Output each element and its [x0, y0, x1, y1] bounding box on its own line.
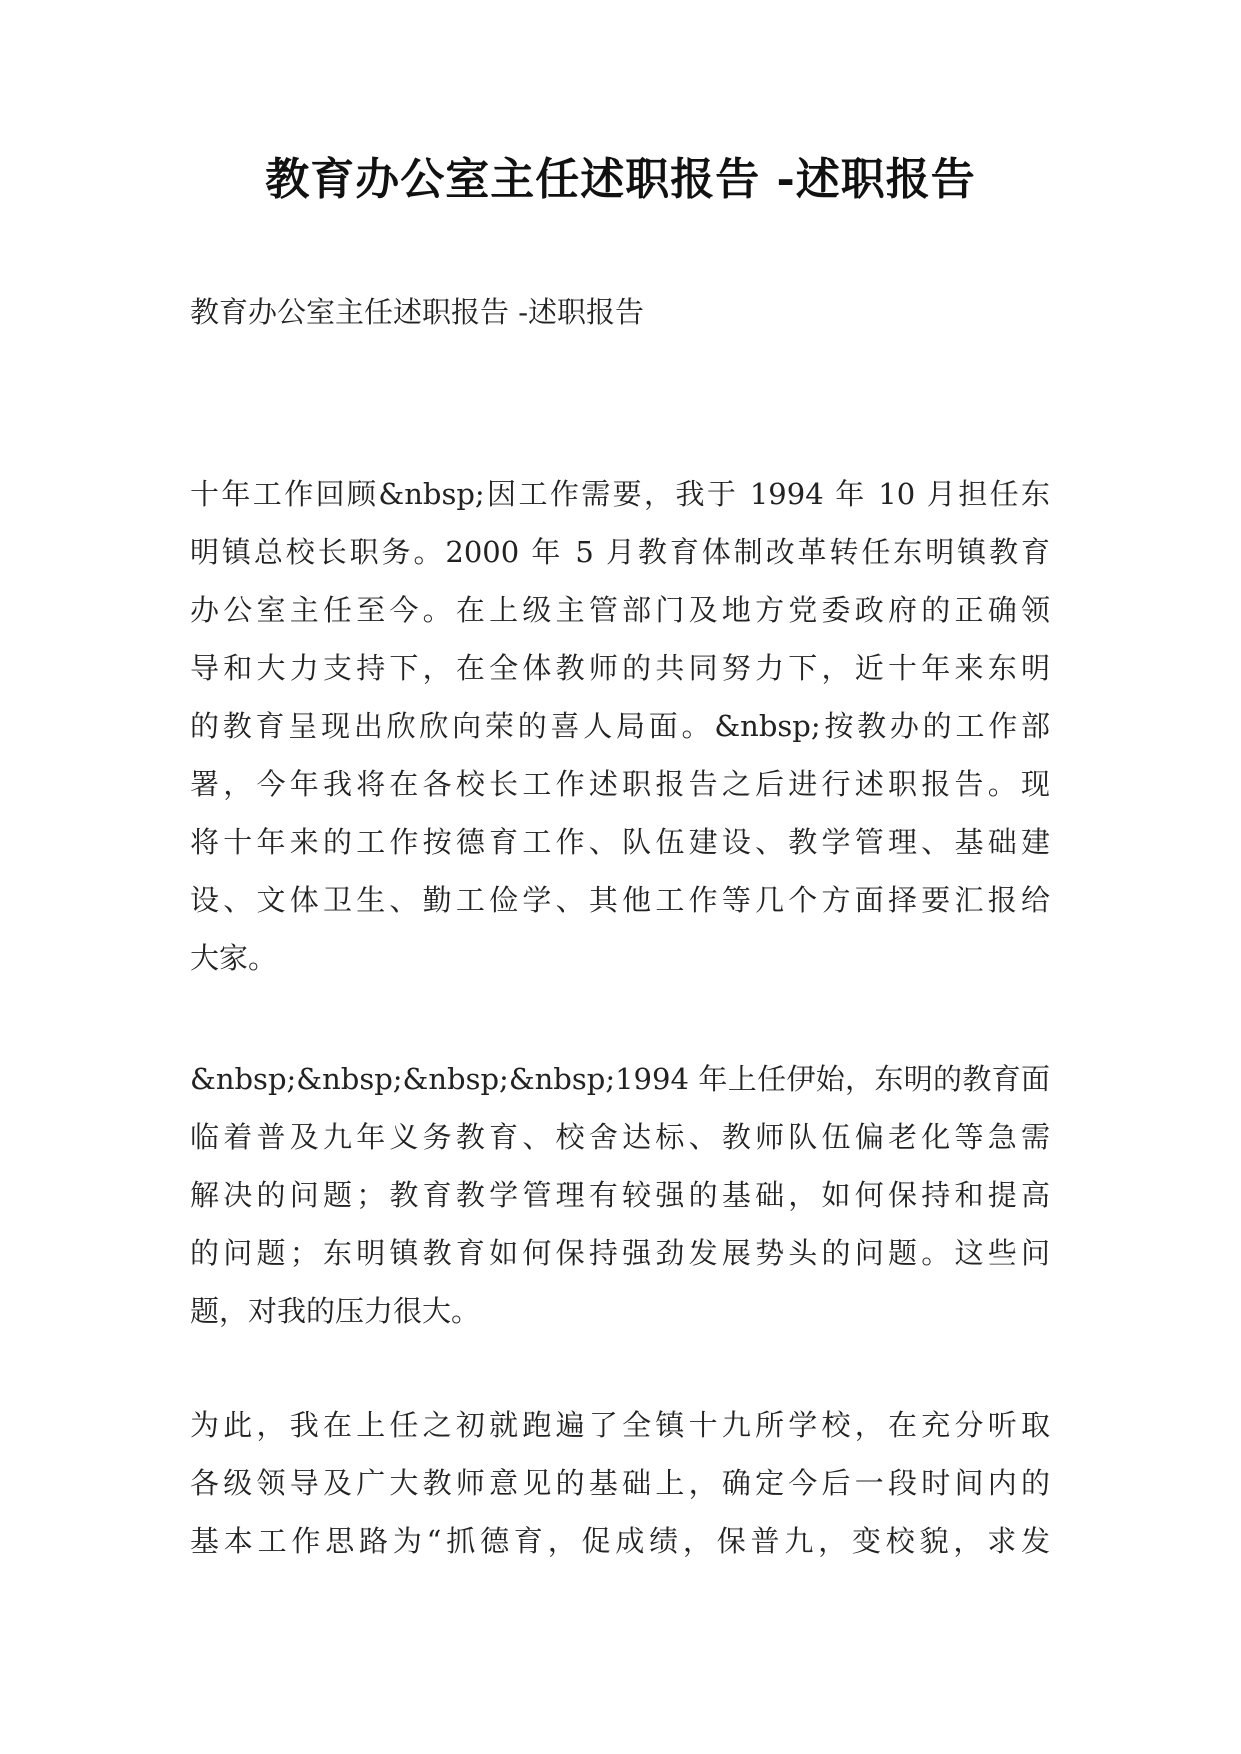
paragraph-line: 为此，我在上任之初就跑遍了全镇十九所学校，在充分听取: [190, 1408, 1050, 1442]
paragraph-line: 各级领导及广大教师意见的基础上，确定今后一段时间内的: [190, 1466, 1050, 1500]
paragraph-line: 办公室主任至今。在上级主管部门及地方党委政府的正确领: [190, 593, 1050, 627]
body-paragraph-1: [190, 465, 1050, 987]
paragraph-line: 基本工作思路为“抓德育，促成绩，保普九，变校貌，求发: [190, 1524, 1050, 1558]
body-paragraph-2: [190, 1050, 1050, 1340]
paragraph-line: 临着普及九年义务教育、校舍达标、教师队伍偏老化等急需: [190, 1120, 1050, 1154]
body-paragraph-3: [190, 1396, 1050, 1570]
paragraph-line: 将十年来的工作按德育工作、队伍建设、教学管理、基础建: [190, 825, 1050, 859]
paragraph-line: 明镇总校长职务。2000 年 5 月教育体制改革转任东明镇教育: [190, 535, 1050, 569]
paragraph-line: 的教育呈现出欣欣向荣的喜人局面。&nbsp;按教办的工作部: [190, 709, 1050, 743]
paragraph-line: 署，今年我将在各校长工作述职报告之后进行述职报告。现: [190, 767, 1050, 801]
document-title: 教育办公室主任述职报告 -述职报告: [265, 154, 976, 205]
paragraph-line: 题，对我的压力很大。: [190, 1294, 481, 1328]
paragraph-line: 导和大力支持下，在全体教师的共同努力下，近十年来东明: [190, 651, 1050, 685]
paragraph-line: 的问题；东明镇教育如何保持强劲发展势头的问题。这些问: [190, 1236, 1050, 1270]
paragraph-line: 设、文体卫生、勤工俭学、其他工作等几个方面择要汇报给: [190, 883, 1050, 917]
document-subtitle: 教育办公室主任述职报告 -述职报告: [190, 295, 645, 329]
paragraph-line: 十年工作回顾&nbsp;因工作需要，我于 1994 年 10 月担任东: [190, 477, 1050, 511]
paragraph-line: &nbsp;&nbsp;&nbsp;&nbsp;1994 年上任伊始，东明的教育面: [190, 1062, 1050, 1096]
paragraph-line: 大家。: [190, 941, 278, 975]
paragraph-line: 解决的问题；教育教学管理有较强的基础，如何保持和提高: [190, 1178, 1050, 1212]
